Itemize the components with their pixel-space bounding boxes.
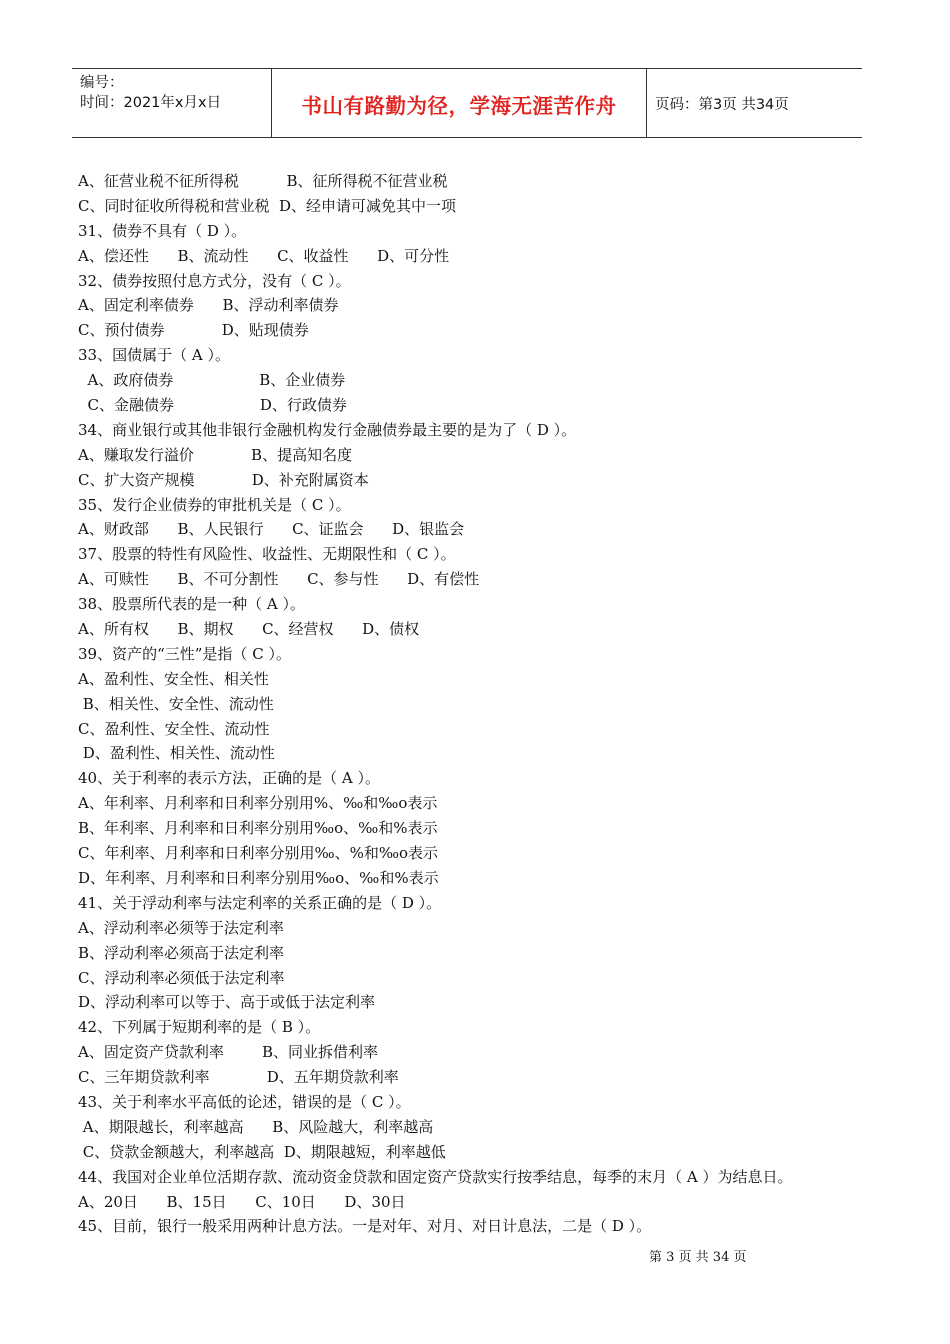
page-footer: 第 3 页 共 34 页	[649, 1250, 747, 1265]
text-line: B、相关性、安全性、流动性	[78, 694, 274, 713]
text-line: C、浮动利率必须低于法定利率	[78, 968, 285, 987]
text-line: C、同时征收所得税和营业税 D、经申请可减免其中一项	[78, 196, 457, 215]
text-line: 35、发行企业债券的审批机关是（ C ）。	[78, 495, 351, 514]
text-line: B、浮动利率必须高于法定利率	[78, 943, 285, 962]
text-line: D、盈利性、相关性、流动性	[78, 744, 275, 763]
text-line: A、征营业税不征所得税 B、征所得税不征营业税	[78, 172, 448, 190]
header-page-info-cell	[647, 69, 862, 137]
text-line: 45、目前，银行一般采用两种计息方法。一是对年、对月、对日计息法，二是（ D ）。	[78, 1217, 652, 1236]
text-line: 44、我国对企业单位活期存款、流动资金贷款和固定资产贷款实行按季结息，每季的末月（ A ）为结息日。	[78, 1167, 793, 1186]
text-line: 39、资产的“三性”是指（ C ）。	[78, 644, 291, 663]
text-line: A、偿还性 B、流动性 C、收益性 D、可分性	[78, 246, 450, 265]
text-line: A、可赎性 B、不可分割性 C、参与性 D、有偿性	[78, 570, 480, 589]
text-line: C、预付债券 D、贴现债券	[78, 321, 309, 340]
text-line: D、浮动利率可以等于、高于或低于法定利率	[78, 993, 376, 1012]
header-motto: 书山有路勤为径，学海无涯苦作舟	[301, 94, 617, 118]
text-line: A、财政部 B、人民银行 C、证监会 D、银监会	[78, 520, 465, 539]
text-line: C、贷款金额越大，利率越高 D、期限越短，利率越低	[78, 1142, 446, 1161]
document-time-label: 时间：2021年x月x日	[80, 95, 222, 111]
text-line: 31、债券不具有（ D ）。	[78, 221, 247, 240]
text-line: 37、股票的特性有风险性、收益性、无期限性和（ C ）。	[78, 545, 456, 564]
text-line: A、政府债券 B、企业债券	[78, 371, 346, 390]
text-line: C、扩大资产规模 D、补充附属资本	[78, 470, 369, 489]
text-line: B、年利率、月利率和日利率分别用‰o、‰和%表示	[78, 819, 438, 838]
text-line: A、赚取发行溢价 B、提高知名度	[78, 445, 353, 464]
text-line: A、浮动利率必须等于法定利率	[78, 918, 284, 937]
header-meta	[72, 69, 272, 137]
text-line: A、20日 B、15日 C、10日 D、30日	[78, 1192, 406, 1211]
text-line: 38、股票所代表的是一种（ A ）。	[78, 595, 305, 614]
text-line: 34、商业银行或其他非银行金融机构发行金融债券最主要的是为了（ D ）。	[78, 420, 577, 439]
text-line: A、固定利率债券 B、浮动利率债券	[78, 296, 339, 315]
text-line: C、年利率、月利率和日利率分别用‰、%和‰o表示	[78, 844, 439, 863]
document-body	[78, 169, 878, 1239]
text-line: A、年利率、月利率和日利率分别用%、‰和‰o表示	[78, 794, 438, 813]
text-line: 42、下列属于短期利率的是（ B ）。	[78, 1018, 321, 1037]
text-line: D、年利率、月利率和日利率分别用‰o、‰和%表示	[78, 868, 439, 887]
text-line: A、期限越长，利率越高 B、风险越大，利率越高	[78, 1117, 434, 1136]
text-line: 41、关于浮动利率与法定利率的关系正确的是（ D ）。	[78, 893, 442, 912]
header-page-info: 页码：第3页 共34页	[655, 96, 789, 113]
text-line: A、固定资产贷款利率 B、同业拆借利率	[78, 1043, 379, 1062]
text-line: 33、国债属于（ A ）。	[78, 346, 230, 365]
page-header	[72, 68, 862, 138]
text-line: C、三年期贷款利率 D、五年期贷款利率	[78, 1068, 399, 1087]
header-motto-cell	[272, 69, 647, 137]
document-number-label: 编号：	[80, 75, 124, 91]
text-line: C、金融债券 D、行政债券	[78, 396, 347, 415]
text-line: 43、关于利率水平高低的论述，错误的是（ C ）。	[78, 1092, 411, 1111]
text-line: 40、关于利率的表示方法，正确的是（ A ）。	[78, 769, 380, 788]
text-line: C、盈利性、安全性、流动性	[78, 719, 270, 738]
text-line: A、盈利性、安全性、相关性	[78, 669, 269, 688]
text-line: A、所有权 B、期权 C、经营权 D、债权	[78, 620, 420, 639]
text-line: 32、债券按照付息方式分，没有（ C ）。	[78, 271, 351, 290]
